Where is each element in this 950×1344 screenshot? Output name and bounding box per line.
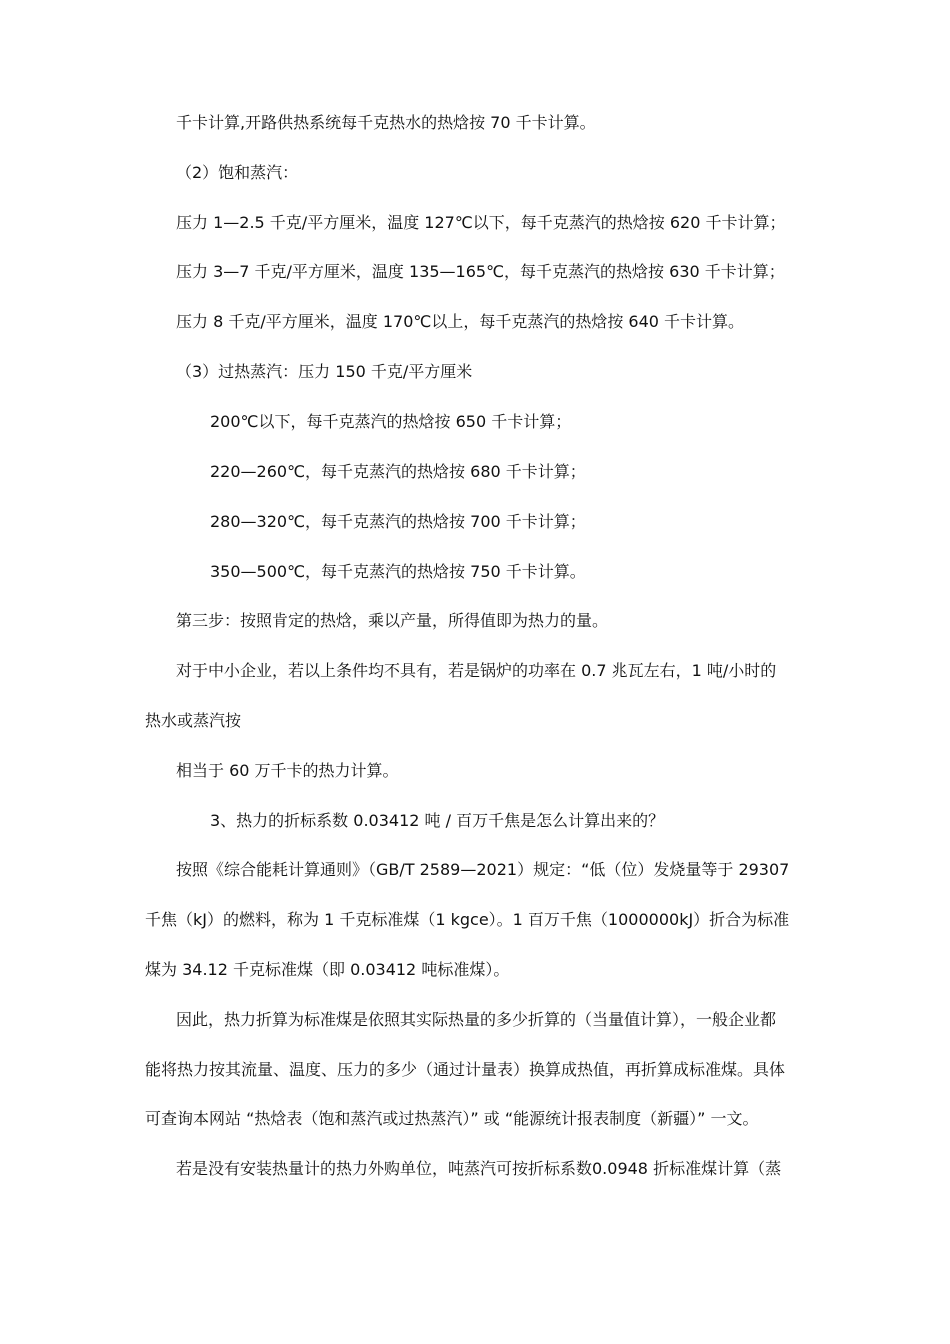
- text-line: 按照《综合能耗计算通则》（GB/T 2589—2021）规定：“低（位）发烧量等于 29307: [176, 860, 790, 879]
- text-line: 3、热力的折标系数 0.03412 吨 / 百万千焦是怎么计算出来的？: [210, 811, 665, 830]
- text-line: 压力 8 千克/平方厘米，温度 170℃以上，每千克蒸汽的热焓按 640 千卡计算。: [176, 312, 745, 331]
- text-line: 因此，热力折算为标准煤是依照其实际热量的多少折算的（当量值计算），一般企业都: [176, 1010, 777, 1029]
- text-line: 煤为 34.12 千克标准煤（即 0.03412 吨标准煤）。: [145, 960, 510, 979]
- text-line: 280—320℃，每千克蒸汽的热焓按 700 千卡计算；: [210, 512, 586, 531]
- text-line: 对于中小企业，若以上条件均不具有，若是锅炉的功率在 0.7 兆瓦左右，1 吨/小时的: [176, 661, 777, 680]
- text-line: （3）过热蒸汽：压力 150 千克/平方厘米: [176, 362, 473, 381]
- text-line: 千卡计算,开路供热系统每千克热水的热焓按 70 千卡计算。: [176, 113, 596, 132]
- text-line: 220—260℃，每千克蒸汽的热焓按 680 千卡计算；: [210, 462, 586, 481]
- text-line: 热水或蒸汽按: [145, 711, 242, 730]
- text-line: （2）饱和蒸汽：: [176, 163, 299, 182]
- text-line: 压力 3—7 千克/平方厘米，温度 135—165℃，每千克蒸汽的热焓按 630 千卡计算；: [176, 262, 785, 281]
- text-line: 若是没有安装热量计的热力外购单位，吨蒸汽可按折标系数0.0948 折标准煤计算（蒸: [176, 1159, 782, 1178]
- text-line: 第三步：按照肯定的热焓，乘以产量，所得值即为热力的量。: [176, 611, 609, 630]
- text-line: 千焦（kJ）的燃料，称为 1 千克标准煤（1 kgce）。1 百万千焦（1000000kJ）折合为标准: [145, 910, 790, 929]
- text-line: 相当于 60 万千卡的热力计算。: [176, 761, 399, 780]
- text-line: 200℃以下，每千克蒸汽的热焓按 650 千卡计算；: [210, 412, 572, 431]
- text-line: 可查询本网站 “热焓表（饱和蒸汽或过热蒸汽）” 或 “能源统计报表制度（新疆）” 一文。: [145, 1109, 759, 1128]
- text-line: 压力 1—2.5 千克/平方厘米，温度 127℃以下，每千克蒸汽的热焓按 620 千卡计算；: [176, 213, 786, 232]
- text-line: 能将热力按其流量、温度、压力的多少（通过计量表）换算成热值，再折算成标准煤。具体: [145, 1060, 786, 1079]
- text-line: 350—500℃，每千克蒸汽的热焓按 750 千卡计算。: [210, 562, 586, 581]
